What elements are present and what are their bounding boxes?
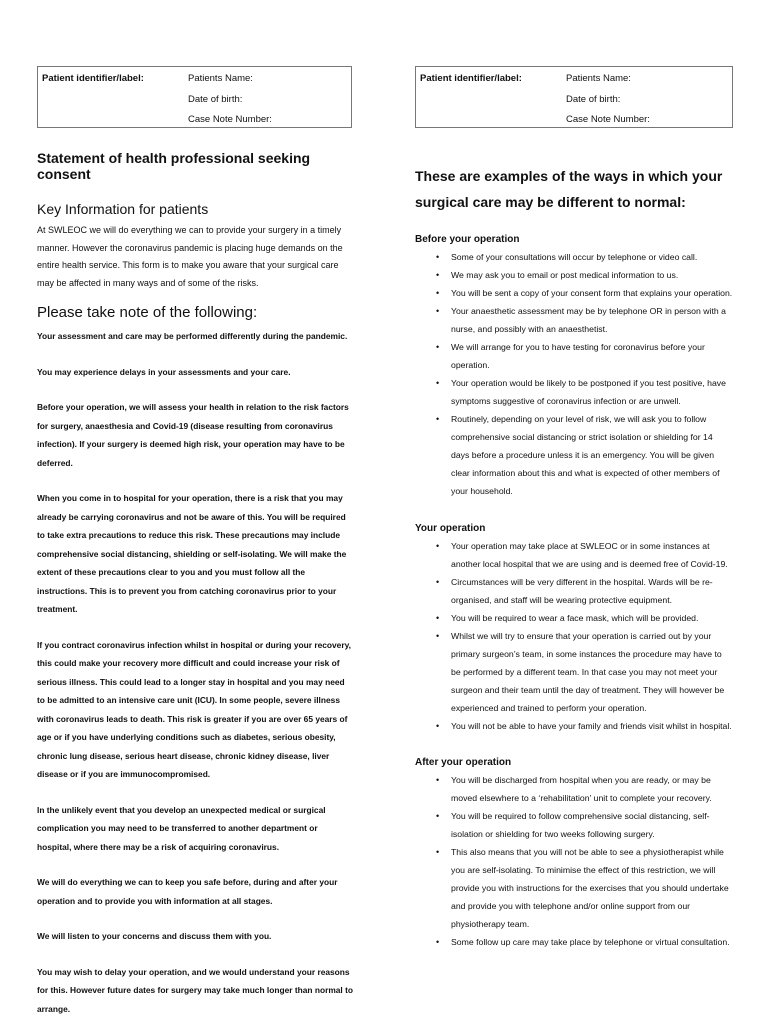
list-item: • We will arrange for you to have testing for coronavirus before your operation. [415,338,733,374]
list-item: • Routinely, depending on your level of risk, we will ask you to follow comprehensive social distancing or strict isolation or shielding for 14 days before a procedure unless it is an emergency. You will be given clear information about this and what is expected of other members of your household. [415,410,733,500]
take-note-heading: Please take note of the following: [37,304,258,321]
after-operation-heading: After your operation [415,757,512,768]
list-item: • Your anaesthetic assessment may be by telephone OR in person with a nurse, and possibly with an anaesthetist. [415,302,733,338]
intro-paragraph: At SWLEOC we will do everything we can to provide your surgery in a timely manner. However the coronavirus pandemic is placing huge demands on the entire health service. This form is to make you aware that your surgical care may be affected in many ways and of some of the risks. [37,225,343,288]
list-item: • Your operation may take place at SWLEOC or in some instances at another local hospital that we are using and is deemed free of Covid-19. [415,537,733,573]
patient-identifier-box [37,66,352,128]
note-paragraph: You may wish to delay your operation, and we would understand your reasons for this. However future dates for surgery may take much longer than normal to arrange. [37,966,353,1014]
patient-identifier-label: Patient identifier/label: [420,73,522,84]
note-paragraph: We will do everything we can to keep you safe before, during and after your operation and to provide you with information at all stages. [37,877,338,906]
note-paragraph: Your assessment and care may be performed differently during the pandemic. [37,331,348,341]
note-paragraph: You may experience delays in your assessments and your care. [37,366,291,377]
your-operation-heading: Your operation [415,523,486,534]
after-operation-list [415,771,733,951]
list-item: • We may ask you to email or post medical information to us. [415,266,733,284]
your-operation-list [415,537,733,735]
patient-identifier-box [415,66,733,128]
list-item: • You will not be able to have your family and friends visit whilst in hospital. [415,717,733,735]
right-column [415,66,733,951]
patient-fields [566,67,650,127]
list-item: • Your operation would be likely to be postponed if you test positive, have symptoms suggestive of coronavirus infection or are unwell. [415,374,733,410]
patient-identifier-label: Patient identifier/label: [42,73,144,84]
list-item: • Some of your consultations will occur by telephone or video call. [415,248,733,266]
note-paragraph: In the unlikely event that you develop an unexpected medical or surgical complication you may need to be transferred to another department or hospital, where there may be a risk of acquiring coronavirus. [37,804,326,852]
patient-name-field: Patients Name: [188,73,253,84]
case-note-number-field: Case Note Number: [188,114,272,125]
key-information-heading: Key Information for patients [37,201,209,217]
patient-name-field: Patients Name: [566,73,631,84]
list-item: • You will be discharged from hospital when you are ready, or may be moved elsewhere to a ‘rehabilitation’ unit to complete your recovery. [415,771,733,807]
note-paragraph: Before your operation, we will assess your health in relation to the risk factors for surgery, anaesthesia and Covid-19 (disease resulting from coronavirus infection). If your surgery is deemed high risk, your operation may have to be deferred. [37,402,349,468]
list-item: • Circumstances will be very different in the hospital. Wards will be re-organised, and staff will be wearing protective equipment. [415,573,733,609]
patient-fields [188,67,272,127]
note-paragraph: When you come in to hospital for your operation, there is a risk that you may already be carrying coronavirus and not be aware of this. You will be required to take extra precautions to reduce this risk. These precautions may include comprehensive social distancing, shielding or self-isolating. We will make the extent of these precautions clear to you and you must follow all the instructions. This is to prevent you from catching coronavirus prior to your treatment. [37,493,347,614]
list-item: • Some follow up care may take place by telephone or virtual consultation. [415,933,733,951]
note-paragraph: If you contract coronavirus infection whilst in hospital or during your recovery, this could make your recovery more difficult and could increase your risk of serious illness. This could lead to a longer stay in hospital and you may need to be admitted to an intensive care unit (ICU). In some people, severe illness with coronavirus leads to death. This risk is greater if you are over 65 years of age or if you have underlying conditions such as diabetes, serious obesity, chronic lung disease, serious heart disease, chronic kidney disease, liver disease or if you are immunocompromised. [37,639,351,779]
list-item: • You will be required to follow comprehensive social distancing, self-isolation or shielding for two weeks following surgery. [415,807,733,843]
list-item: • You will be sent a copy of your consent form that explains your operation. [415,284,733,302]
case-note-number-field: Case Note Number: [566,114,650,125]
before-operation-heading: Before your operation [415,234,520,245]
list-item: • You will be required to wear a face mask, which will be provided. [415,609,733,627]
note-paragraph: We will listen to your concerns and discuss them with you. [37,931,272,941]
list-item: • This also means that you will not be able to see a physiotherapist while you are self-isolating. To minimise the effect of this restriction, we will provide you with instructions for the exercises that you should undertake and provide you with telephone and/or online support from our physiotherapy team. [415,843,733,933]
list-item: • Whilst we will try to ensure that your operation is carried out by your primary surgeon’s team, in some instances the procedure may have to be performed by a different team. In that case you may not meet your surgeon and their team until the day of treatment. They will however be experienced and trained to perform your operation. [415,627,733,717]
date-of-birth-field: Date of birth: [188,93,243,105]
examples-heading: These are examples of the ways in which your surgical care may be different to normal: [415,168,723,210]
before-operation-list [415,248,733,500]
left-column [37,66,352,1018]
date-of-birth-field: Date of birth: [566,93,621,105]
statement-heading: Statement of health professional seeking consent [37,150,311,182]
